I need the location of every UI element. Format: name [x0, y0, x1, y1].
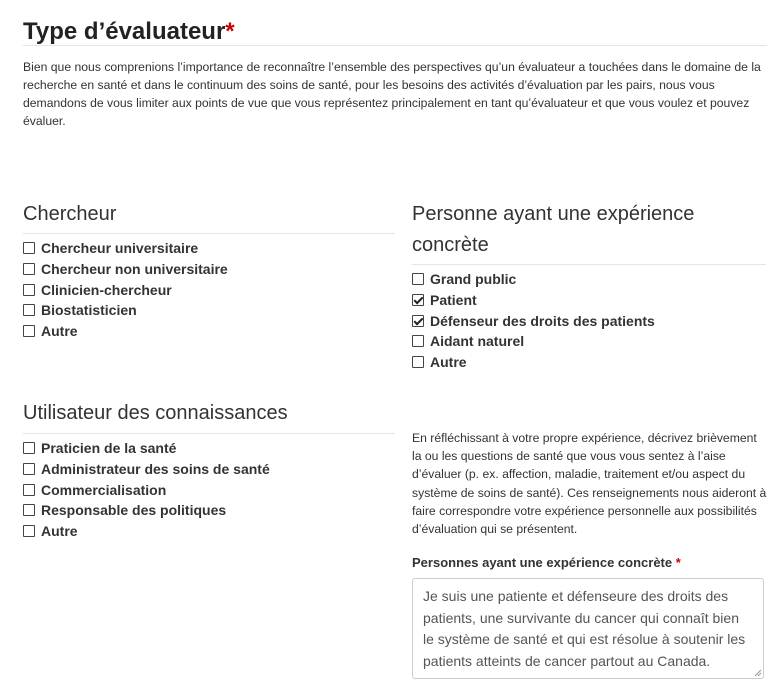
- checkbox-label[interactable]: Chercheur non universitaire: [41, 261, 228, 278]
- experience-field-label-text: Personnes ayant une expérience concrète: [412, 555, 673, 570]
- checkbox-label[interactable]: Autre: [430, 354, 467, 371]
- checkbox-item[interactable]: [412, 331, 655, 352]
- checkbox-list-utilisateur: [23, 438, 270, 541]
- checkbox-label[interactable]: Praticien de la santé: [41, 440, 177, 457]
- checkbox-label[interactable]: Autre: [41, 523, 78, 540]
- resize-grip-icon[interactable]: [754, 669, 762, 677]
- checkbox-unchecked-icon[interactable]: [412, 335, 424, 347]
- checkbox-list-experience: [412, 269, 655, 372]
- checkbox-unchecked-icon[interactable]: [23, 242, 35, 254]
- checkbox-label[interactable]: Autre: [41, 323, 78, 340]
- checkbox-unchecked-icon[interactable]: [412, 273, 424, 285]
- section-title-experience: Personne ayant une expérience concrète: [412, 203, 695, 256]
- checkbox-unchecked-icon[interactable]: [23, 325, 35, 337]
- checkbox-unchecked-icon[interactable]: [23, 504, 35, 516]
- checkbox-unchecked-icon[interactable]: [23, 304, 35, 316]
- section-divider-experience: [412, 264, 766, 265]
- checkbox-checked-icon[interactable]: [412, 315, 424, 327]
- checkbox-item[interactable]: [23, 238, 228, 259]
- section-title-chercheur: Chercheur: [23, 203, 117, 225]
- checkbox-label[interactable]: Administrateur des soins de santé: [41, 461, 270, 478]
- checkbox-unchecked-icon[interactable]: [23, 263, 35, 275]
- page-title-text: Type d’évaluateur: [23, 18, 226, 45]
- experience-field-label: [412, 555, 681, 570]
- checkbox-label[interactable]: Biostatisticien: [41, 302, 137, 319]
- required-asterisk: *: [675, 555, 681, 570]
- checkbox-label[interactable]: Clinicien-chercheur: [41, 281, 172, 298]
- checkbox-unchecked-icon[interactable]: [23, 284, 35, 296]
- checkbox-item[interactable]: [412, 269, 655, 290]
- experience-textarea[interactable]: [412, 578, 764, 679]
- page-title: [23, 16, 235, 48]
- checkbox-unchecked-icon[interactable]: [23, 442, 35, 454]
- checkbox-unchecked-icon[interactable]: [23, 484, 35, 496]
- checkbox-unchecked-icon[interactable]: [23, 463, 35, 475]
- checkbox-list-chercheur: [23, 238, 228, 341]
- checkbox-unchecked-icon[interactable]: [23, 525, 35, 537]
- checkbox-label[interactable]: Patient: [430, 292, 477, 309]
- section-title-utilisateur: Utilisateur des connaissances: [23, 402, 288, 424]
- checkbox-label[interactable]: Responsable des politiques: [41, 502, 227, 519]
- title-divider: [23, 45, 767, 46]
- checkbox-checked-icon[interactable]: [412, 294, 424, 306]
- checkbox-item[interactable]: [412, 310, 655, 331]
- experience-description: En réfléchissant à votre propre expérience, décrivez brièvement la ou les questions de santé que vous vous sentez à l’aise d’évaluer (p. ex. affection, maladie, traitement et/ou aspect du système de soins de santé). Ces renseignements nous aideront à faire correspondre votre expérience personnelle aux possibilités d’évaluation qui se présentent.: [412, 431, 767, 537]
- checkbox-unchecked-icon[interactable]: [412, 356, 424, 368]
- intro-text: Bien que nous comprenions l’importance de reconnaître l’ensemble des perspectives qu’un évaluateur a touchées dans le domaine de la recherche en santé et dans le continuum des soins de santé, pour les besoins des activités d’évaluation par les pairs, nous vous demandons de vous limiter aux points de vue que vous représentez principalement en tant qu’évaluateur et que vous voulez et pouvez évaluer.: [23, 60, 761, 128]
- checkbox-label[interactable]: Aidant naturel: [430, 333, 525, 350]
- checkbox-item[interactable]: [23, 321, 228, 342]
- checkbox-item[interactable]: [23, 259, 228, 280]
- checkbox-label[interactable]: Commercialisation: [41, 481, 167, 498]
- checkbox-label[interactable]: Défenseur des droits des patients: [430, 312, 655, 329]
- checkbox-item[interactable]: [412, 352, 655, 373]
- checkbox-item[interactable]: [412, 290, 655, 311]
- checkbox-item[interactable]: [23, 300, 228, 321]
- section-divider-chercheur: [23, 233, 395, 234]
- checkbox-item[interactable]: [23, 500, 270, 521]
- checkbox-item[interactable]: [23, 521, 270, 542]
- checkbox-item[interactable]: [23, 479, 270, 500]
- checkbox-item[interactable]: [23, 279, 228, 300]
- checkbox-item[interactable]: [23, 459, 270, 480]
- section-divider-utilisateur: [23, 433, 395, 434]
- checkbox-label[interactable]: Grand public: [430, 271, 517, 288]
- checkbox-item[interactable]: [23, 438, 270, 459]
- checkbox-label[interactable]: Chercheur universitaire: [41, 240, 199, 257]
- required-asterisk: *: [225, 18, 235, 45]
